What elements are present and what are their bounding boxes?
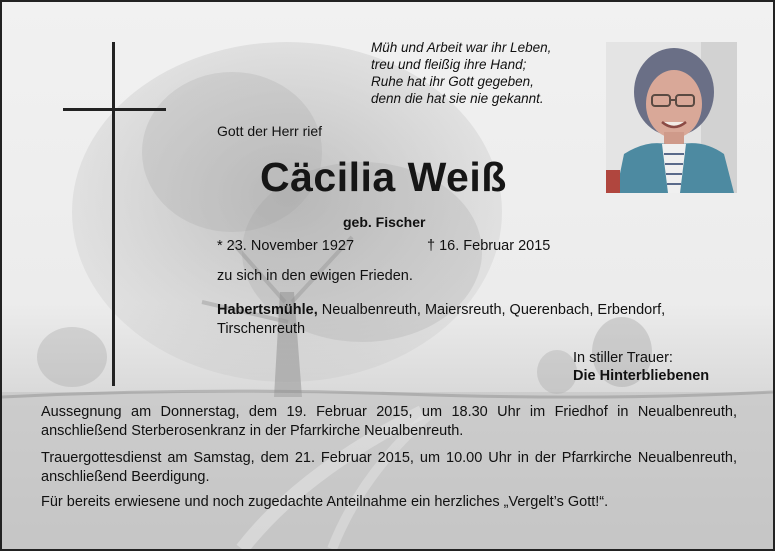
poem-line: Ruhe hat ihr Gott gegeben, <box>371 74 534 89</box>
poem-line: treu und fleißig ihre Hand; <box>371 57 527 72</box>
death-date: † 16. Februar 2015 <box>427 238 551 254</box>
poem-line: denn die hat sie nie gekannt. <box>371 91 544 106</box>
memorial-poem <box>371 39 551 107</box>
place-primary: Habertsmühle, <box>217 302 318 318</box>
thanks-notice: Für bereits erwiesene und noch zugedachte Anteilnahme ein herzliches „Vergelt’s Gott!“. <box>41 494 609 510</box>
service-notice: Trauergottesdienst am Samstag, dem 21. Februar 2015, um 10.00 Uhr in der Pfarrkirche Neualbenreuth, anschließend Beerdigung. <box>41 450 737 485</box>
mourning-line: In stiller Trauer: <box>573 350 673 366</box>
intro-text: Gott der Herr rief <box>217 123 323 139</box>
life-dates <box>217 238 550 254</box>
mourning-signature <box>573 349 709 385</box>
maiden-name: geb. Fischer <box>343 214 426 230</box>
portrait-photo <box>606 42 737 193</box>
peace-line: zu sich in den ewigen Frieden. <box>217 268 413 284</box>
places-list <box>217 301 677 339</box>
mourners-name: Die Hinterbliebenen <box>573 368 710 384</box>
cross-symbol <box>112 42 115 386</box>
places-rest: Neualbenreuth, Maiersreuth, Querenbach, Erbendorf, Tirschenreuth <box>217 302 666 337</box>
cross-symbol-bar <box>63 108 166 111</box>
birth-date: * 23. November 1927 <box>217 238 355 254</box>
poem-line: Müh und Arbeit war ihr Leben, <box>371 40 552 55</box>
deceased-name: Cäcilia Weiß <box>260 154 507 200</box>
blessing-notice: Aussegnung am Donnerstag, dem 19. Februar 2015, um 18.30 Uhr im Friedhof in Neualbenreuth, anschließend Sterberosenkranz in der Pfarrkirche Neualbenreuth. <box>41 404 737 439</box>
